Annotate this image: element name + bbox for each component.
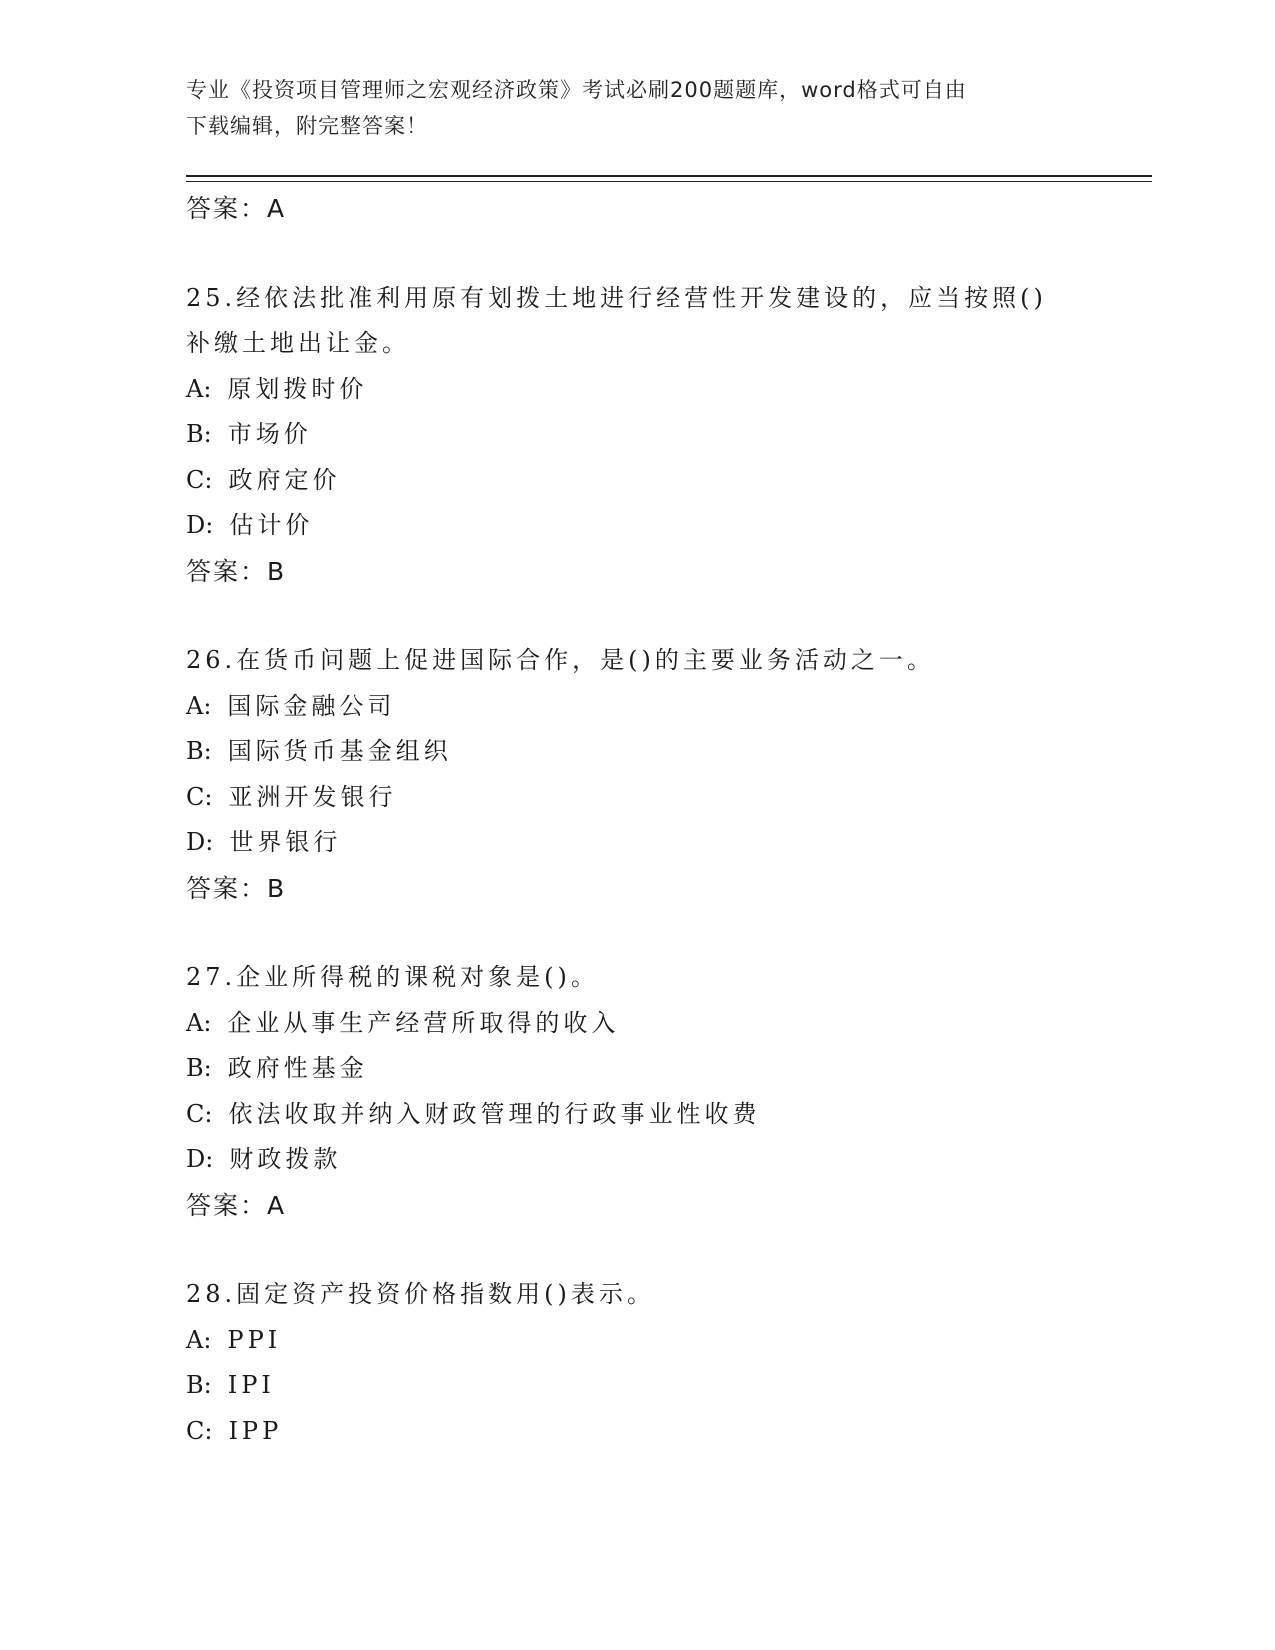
option-b — [186, 412, 1126, 458]
option-c — [186, 1409, 1126, 1455]
option-label: B: — [186, 1054, 212, 1082]
option-text: 政府定价 — [228, 465, 341, 494]
option-a — [186, 367, 1126, 413]
option-text: IPI — [227, 1371, 275, 1399]
option-b — [186, 729, 1126, 775]
question-28 — [186, 1272, 1126, 1454]
option-label: D: — [186, 828, 214, 856]
option-label: B: — [186, 420, 212, 448]
answer: 答案：B — [186, 873, 287, 903]
option-text: 企业从事生产经营所取得的收入 — [227, 1008, 620, 1037]
option-text: 市场价 — [227, 420, 312, 448]
question-26 — [186, 638, 1126, 911]
option-label: B: — [186, 737, 212, 765]
question-stem: 28.固定资产投资价格指数用()表示。 — [186, 1280, 655, 1308]
option-text: 依法收取并纳入财政管理的行政事业性收费 — [228, 1099, 761, 1128]
option-d — [186, 503, 1126, 549]
option-a — [186, 684, 1126, 730]
question-25 — [186, 276, 1126, 595]
question-stem: 26.在货币问题上促进国际合作，是()的主要业务活动之一。 — [186, 646, 935, 674]
header-line-2: 下载编辑，附完整答案！ — [186, 114, 428, 138]
option-text: 国际金融公司 — [227, 691, 396, 720]
header-rule-thick — [186, 175, 1152, 177]
option-label: A: — [186, 691, 212, 720]
option-text: IPP — [228, 1416, 283, 1445]
question-27 — [186, 955, 1126, 1228]
option-c — [186, 775, 1126, 821]
question-stem-continued: 补缴土地出让金。 — [186, 329, 410, 357]
option-label: C: — [186, 782, 213, 811]
option-label: C: — [186, 1416, 213, 1445]
option-c — [186, 1092, 1126, 1138]
option-text: PPI — [227, 1325, 282, 1354]
option-text: 原划拨时价 — [227, 374, 368, 403]
option-label: A: — [186, 1325, 212, 1354]
option-d — [186, 1137, 1126, 1183]
option-c — [186, 458, 1126, 504]
option-b — [186, 1046, 1126, 1092]
option-label: C: — [186, 1099, 213, 1128]
option-a — [186, 1001, 1126, 1047]
option-text: 国际货币基金组织 — [227, 737, 452, 765]
header-line-1: 专业《投资项目管理师之宏观经济政策》考试必刷200题题库，word格式可自由 — [186, 78, 967, 102]
option-label: D: — [186, 511, 214, 539]
option-a — [186, 1318, 1126, 1364]
option-text: 世界银行 — [229, 828, 342, 856]
option-text: 政府性基金 — [227, 1054, 368, 1082]
answer: 答案：A — [186, 1190, 287, 1220]
option-label: D: — [186, 1145, 214, 1173]
option-text: 估计价 — [229, 511, 314, 539]
question-stem: 27.企业所得税的课税对象是()。 — [186, 963, 599, 991]
option-label: B: — [186, 1371, 212, 1399]
question-stem: 25.经依法批准利用原有划拨土地进行经营性开发建设的，应当按照() — [186, 283, 1047, 312]
header-rule-thin — [186, 181, 1152, 182]
option-d — [186, 820, 1126, 866]
option-b — [186, 1363, 1126, 1409]
page-header — [186, 72, 1066, 144]
previous-answer: 答案：A — [186, 194, 287, 223]
option-label: A: — [186, 1008, 212, 1037]
option-label: A: — [186, 374, 212, 403]
option-label: C: — [186, 465, 213, 494]
answer: 答案：B — [186, 556, 287, 586]
question-list — [186, 186, 1126, 1454]
option-text: 财政拨款 — [229, 1145, 342, 1173]
option-text: 亚洲开发银行 — [228, 782, 397, 811]
